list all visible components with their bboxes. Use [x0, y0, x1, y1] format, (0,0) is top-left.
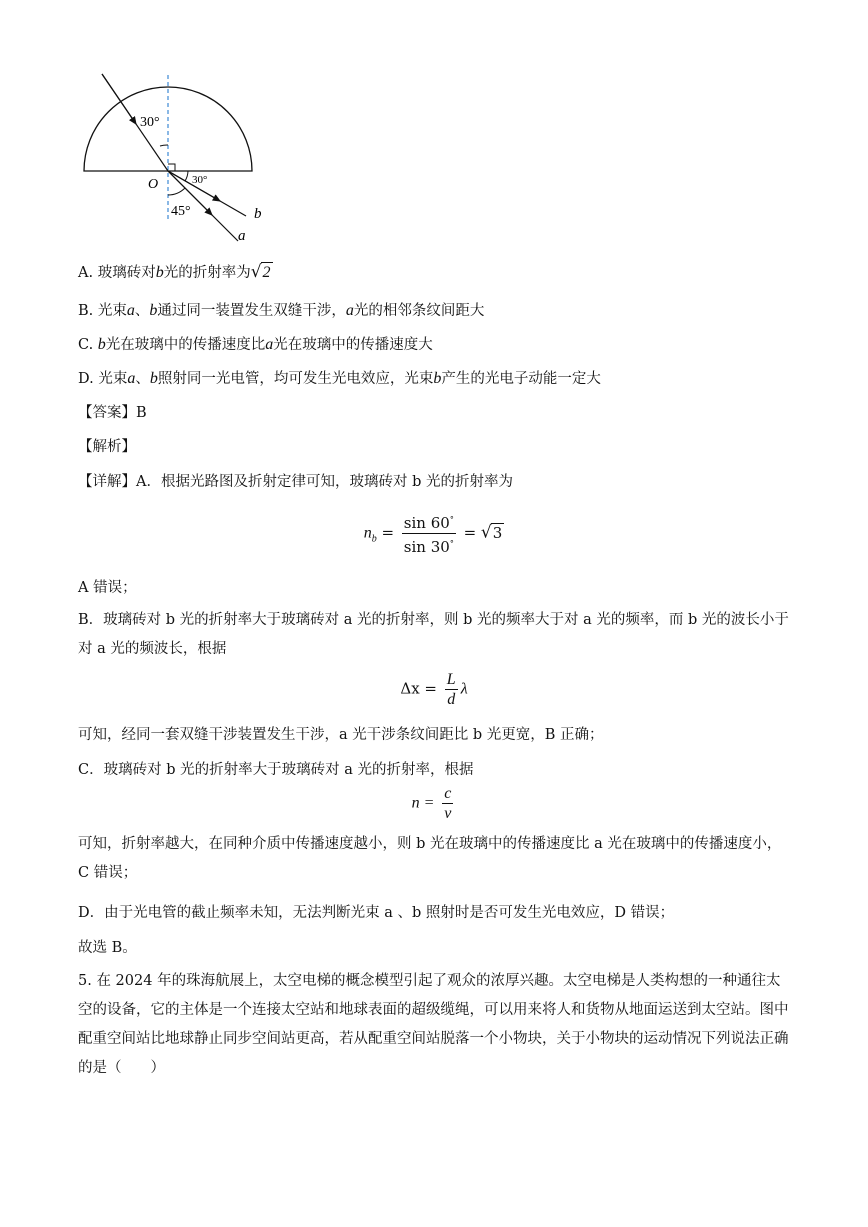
- analysis-title: 【解析】: [78, 439, 136, 455]
- label-incident-angle: 30°: [140, 115, 160, 130]
- detail-d: D．由于光电管的截止频率未知，无法判断光束 a 、b 照射时是否可发生光电效应，D 错误；: [78, 905, 675, 921]
- formula-fringe-spacing: Δx = $\frac{L}{d}$ λ: [400, 671, 468, 708]
- optics-diagram: [78, 70, 288, 250]
- formula-refractive-index: $n_b$ = $\frac{\sin 60^\circ}{\sin 30^\circ}$ = √3: [0, 510, 868, 557]
- detail-b2: 可知，经同一套双缝干涉装置发生干涉，a 光干涉条纹间距比 b 光更宽，B 正确；: [78, 727, 604, 743]
- a-wrong: A 错误；: [78, 580, 137, 596]
- arc-b: [185, 171, 188, 181]
- question-5: 5. 在 2024 年的珠海航展上，太空电梯的概念模型引起了观众的浓厚兴趣。太空电梯是人类构想的一种通往太空的设备，它的主体是一个连接太空站和地球表面的超级缆绳，可以用来将人和货物从地面运送到太空站。图中配重空间站比地球静止同步空间站更高，若从配重空间站脱落一个小物块，关于小物块的运动情况下列说法正确的是（ ）: [78, 973, 789, 1076]
- label-a-angle: 45°: [171, 204, 191, 219]
- option-b: B. 光束a、b通过同一装置发生双缝干涉，a光的相邻条纹间距大: [78, 302, 485, 319]
- label-b-angle: 30°: [192, 174, 208, 186]
- refraction-figure: [78, 70, 288, 250]
- right-angle-mark: [168, 164, 175, 171]
- conclusion: 故选 B。: [78, 940, 137, 956]
- detail-a: 【详解】A．根据光路图及折射定律可知，玻璃砖对 b 光的折射率为: [78, 474, 513, 490]
- option-a: A. 玻璃砖对b光的折射率为√2: [78, 262, 271, 282]
- detail-b1: B．玻璃砖对 b 光的折射率大于玻璃砖对 a 光的折射率，则 b 光的频率大于对 a 光的频率，而 b 光的波长小于对 a 光的频波长，根据: [78, 612, 789, 657]
- option-c: C. b光在玻璃中的传播速度比a光在玻璃中的传播速度大: [78, 336, 433, 353]
- arc-incident: [160, 145, 168, 146]
- detail-c1: C．玻璃砖对 b 光的折射率大于玻璃砖对 a 光的折射率，根据: [78, 762, 474, 778]
- option-d: D. 光束a、b照射同一光电管，均可发生光电效应，光束b产生的光电子动能一定大: [78, 370, 601, 387]
- label-origin: O: [148, 177, 159, 192]
- arc-a: [168, 188, 185, 195]
- answer: 【答案】B: [78, 405, 147, 421]
- detail-c2: 可知，折射率越大，在同种介质中传播速度越小，则 b 光在玻璃中的传播速度比 a 光在玻璃中的传播速度小，C 错误；: [78, 836, 782, 881]
- label-ray-b: b: [254, 206, 262, 222]
- formula-index-speed: n = $\frac{c}{v}$: [411, 785, 452, 822]
- label-ray-a: a: [238, 228, 246, 244]
